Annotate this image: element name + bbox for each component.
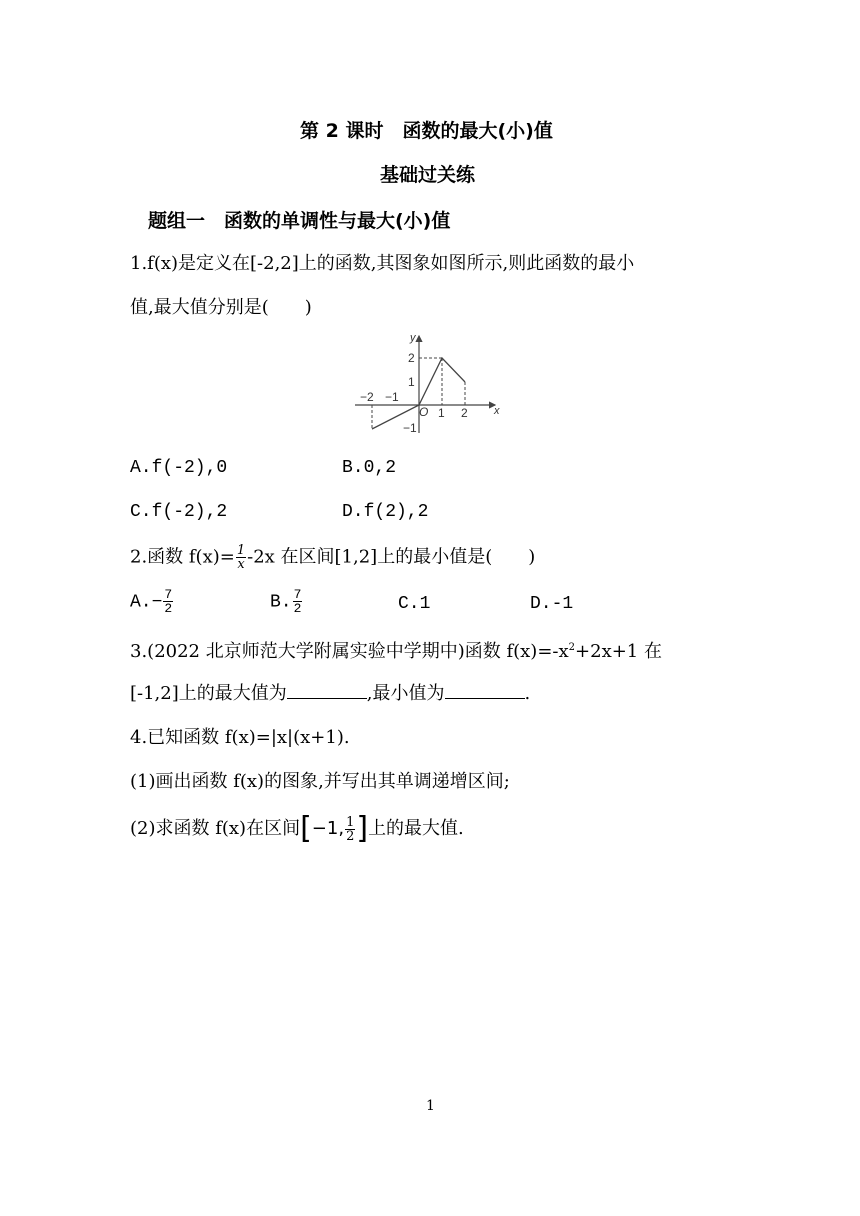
x-tick-m2: −2 xyxy=(360,390,374,404)
y-tick-m1: −1 xyxy=(403,421,417,435)
q4-interval-den: 2 xyxy=(346,828,355,844)
q4-right-bracket: ] xyxy=(356,811,369,846)
q3-exponent: 2 xyxy=(568,642,576,653)
q3-line1-a: 3.(2022 北京师范大学附属实验中学期中)函数 f(x)=-x xyxy=(130,641,569,662)
q2-opt-b-num: 7 xyxy=(293,587,302,602)
page-number: 1 xyxy=(426,1098,435,1114)
q2-fraction xyxy=(236,544,246,571)
q1-line1: 1.f(x)是定义在[-2,2]上的函数,其图象如图所示,则此函数的最小 xyxy=(130,253,635,274)
q3-max-blank[interactable] xyxy=(287,680,367,699)
q2-option-b xyxy=(270,588,303,615)
x-axis-label: x xyxy=(494,405,500,417)
q2-prefix: 2.函数 f(x)= xyxy=(130,546,235,568)
x-tick-m1: −1 xyxy=(385,390,399,404)
q3-line2 xyxy=(130,680,530,706)
q2-opt-a-num: 7 xyxy=(164,587,173,602)
q4-part2-suffix: 上的最大值. xyxy=(368,818,464,839)
q1-option-a: A.f(-2),0 xyxy=(130,458,228,478)
q4-line1: 4.已知函数 f(x)=|x|(x+1). xyxy=(130,727,350,748)
q4-part2-prefix: (2)求函数 f(x)在区间 xyxy=(130,818,301,839)
section-title: 基础过关练 xyxy=(380,164,476,186)
q2-option-d: D.-1 xyxy=(530,594,574,614)
q1-option-d: D.f(2),2 xyxy=(342,502,429,522)
q2-stem xyxy=(130,544,535,571)
q1-option-c: C.f(-2),2 xyxy=(130,502,228,522)
q3-line1 xyxy=(130,636,662,664)
q1-function-graph xyxy=(350,328,510,438)
q1-line2: 值,最大值分别是( ) xyxy=(130,297,312,318)
y-axis-label: y xyxy=(410,332,416,344)
q2-opt-a-label: A.− xyxy=(130,592,163,613)
y-tick-2: 2 xyxy=(408,351,415,365)
q4-interval-left: −1, xyxy=(311,818,345,839)
origin-label: O xyxy=(419,405,429,419)
q2-opt-b-den: 2 xyxy=(293,601,302,616)
q4-part1: (1)画出函数 f(x)的图象,并写出其单调递增区间; xyxy=(130,771,510,792)
x-tick-2: 2 xyxy=(461,406,468,420)
q2-opt-a-den: 2 xyxy=(164,601,173,616)
group-title: 题组一 函数的单调性与最大(小)值 xyxy=(148,210,451,232)
q2-opt-a-frac xyxy=(163,588,173,615)
q4-interval-num: 1 xyxy=(346,814,355,830)
q2-suffix: -2x 在区间[1,2]上的最小值是( ) xyxy=(247,546,536,568)
q2-option-c: C.1 xyxy=(398,594,431,614)
q3-line2-b: ,最小值为 xyxy=(366,683,445,704)
x-tick-1: 1 xyxy=(438,406,445,420)
q2-frac-den: x xyxy=(237,557,245,572)
q2-option-a xyxy=(130,588,174,615)
q3-min-blank[interactable] xyxy=(445,680,525,699)
q3-line1-b: +2x+1 在 xyxy=(575,641,662,662)
q4-left-bracket: [ xyxy=(300,811,312,846)
q4-interval-frac xyxy=(345,816,355,843)
q2-opt-b-frac xyxy=(293,588,303,615)
q3-line2-a: [-1,2]上的最大值为 xyxy=(130,683,287,704)
q4-part2 xyxy=(130,811,464,846)
lesson-title: 第 2 课时 函数的最大(小)值 xyxy=(300,120,553,142)
q2-opt-b-label: B. xyxy=(270,592,292,613)
q2-frac-num: 1 xyxy=(236,543,246,558)
y-tick-1: 1 xyxy=(408,375,415,389)
q3-line2-c: . xyxy=(524,683,531,704)
q1-option-b: B.0,2 xyxy=(342,458,397,478)
